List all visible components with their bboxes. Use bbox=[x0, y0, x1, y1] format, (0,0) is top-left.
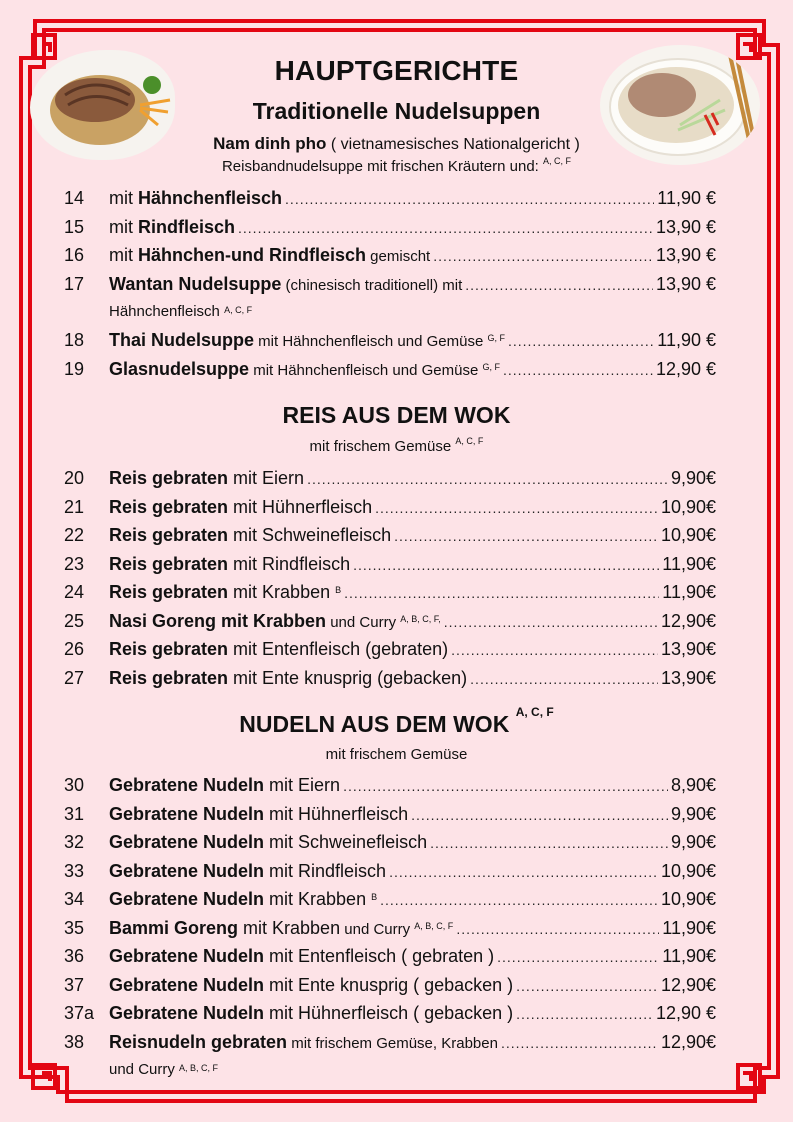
item-detail: mit Schweinefleisch bbox=[228, 525, 392, 545]
menu-item bbox=[64, 914, 716, 943]
dot-leader bbox=[503, 356, 653, 384]
item-name: Gebratene Nudeln bbox=[109, 946, 265, 966]
item-number: 37a bbox=[64, 1003, 95, 1023]
menu-item bbox=[64, 521, 716, 550]
allergen-codes: A, C, F bbox=[224, 305, 253, 315]
item-description bbox=[109, 635, 448, 665]
allergen-codes: A, B, C, F bbox=[179, 1063, 219, 1073]
item-detail: mit Hähnchenfleisch und Gemüse bbox=[249, 361, 483, 379]
item-detail: mit Hühnerfleisch ( gebacken ) bbox=[264, 1003, 514, 1023]
dot-leader bbox=[307, 465, 668, 493]
item-price: 11,90€ bbox=[662, 946, 716, 966]
menu-item bbox=[64, 607, 716, 636]
item-detail: mit Ente knusprig (gebacken) bbox=[228, 667, 468, 688]
item-description bbox=[109, 942, 494, 972]
dot-leader bbox=[433, 242, 653, 270]
item-detail: (chinesisch traditionell) mit bbox=[281, 276, 463, 294]
item-name: Gebratene Nudeln bbox=[109, 832, 265, 852]
item-name: Reis gebraten bbox=[109, 667, 229, 688]
item-detail: mit Schweinefleisch bbox=[264, 832, 428, 852]
item-price: 10,90€ bbox=[660, 889, 716, 909]
menu-item bbox=[64, 664, 716, 693]
item-detail-small: mit frischem Gemüse, Krabben bbox=[287, 1034, 498, 1052]
item-description bbox=[109, 607, 441, 637]
item-detail: mit Hähnchenfleisch und Gemüse bbox=[254, 333, 488, 350]
item-number: 37 bbox=[64, 974, 85, 995]
item-continuation-text: Hähnchenfleisch bbox=[109, 303, 225, 320]
menu-item bbox=[64, 326, 716, 355]
section-subtitle-rice bbox=[0, 438, 793, 455]
item-description bbox=[109, 578, 341, 608]
item-name: Hähnchen-und Rindfleisch bbox=[138, 245, 367, 265]
item-number: 35 bbox=[64, 917, 85, 938]
item-price: 12,90€ bbox=[660, 1031, 716, 1052]
item-price: 13,90 € bbox=[655, 216, 716, 237]
item-number: 36 bbox=[64, 946, 85, 966]
item-continuation bbox=[64, 1056, 716, 1084]
item-number: 23 bbox=[64, 553, 85, 574]
item-detail: mit Eiern bbox=[264, 775, 341, 795]
item-detail: mit Entenfleisch ( gebraten ) bbox=[264, 946, 495, 966]
item-name: Reis gebraten bbox=[109, 582, 229, 602]
item-prefix: mit bbox=[109, 188, 138, 208]
item-price: 12,90€ bbox=[660, 974, 716, 995]
item-description bbox=[109, 241, 430, 271]
item-description bbox=[109, 355, 500, 385]
dot-leader bbox=[456, 915, 659, 943]
item-description bbox=[109, 771, 340, 801]
item-price: 9,90€ bbox=[670, 468, 716, 488]
dot-leader bbox=[444, 608, 658, 636]
item-number: 17 bbox=[64, 273, 85, 294]
menu-item bbox=[64, 857, 716, 886]
item-detail: mit Hühnerfleisch bbox=[228, 496, 373, 517]
item-name: Reis gebraten bbox=[109, 553, 229, 574]
featured-dish-line bbox=[0, 134, 793, 154]
item-number: 31 bbox=[64, 803, 85, 824]
menu-item bbox=[64, 1028, 716, 1057]
allergen-codes: A, B, C, F bbox=[414, 920, 454, 931]
item-detail: mit Hühnerfleisch bbox=[264, 803, 409, 824]
item-name: Rindfleisch bbox=[138, 216, 236, 237]
item-detail-small: und Curry bbox=[340, 920, 415, 938]
item-name: Nasi Goreng mit Krabben bbox=[109, 610, 327, 631]
section-title-text: NUDELN AUS DEM WOK bbox=[239, 711, 516, 737]
item-number: 34 bbox=[64, 889, 85, 909]
dot-leader bbox=[501, 1029, 658, 1057]
item-price: 9,90€ bbox=[670, 832, 716, 852]
item-description bbox=[109, 464, 304, 494]
dot-leader bbox=[411, 801, 668, 829]
item-description bbox=[109, 857, 386, 887]
item-price: 8,90€ bbox=[670, 775, 716, 795]
dot-leader bbox=[343, 772, 668, 800]
item-detail: mit Krabben bbox=[264, 889, 372, 909]
item-price: 9,90€ bbox=[670, 803, 716, 824]
item-number: 26 bbox=[64, 639, 85, 659]
menu-item bbox=[64, 828, 716, 857]
item-description bbox=[109, 550, 350, 580]
menu-item bbox=[64, 493, 716, 522]
item-number: 19 bbox=[64, 358, 85, 379]
item-name: Hähnchenfleisch bbox=[138, 188, 283, 208]
allergen-codes: G, F bbox=[487, 333, 505, 343]
item-name: Wantan Nudelsuppe bbox=[109, 273, 282, 294]
item-price: 11,90 € bbox=[657, 330, 716, 350]
item-number: 27 bbox=[64, 667, 85, 688]
menu-item bbox=[64, 771, 716, 800]
item-name: Gebratene Nudeln bbox=[109, 860, 265, 881]
dot-leader bbox=[285, 185, 654, 213]
menu-item bbox=[64, 942, 716, 971]
item-price: 11,90€ bbox=[662, 582, 716, 602]
item-name: Reisnudeln gebraten bbox=[109, 1031, 288, 1052]
item-description bbox=[109, 493, 372, 523]
item-description bbox=[109, 828, 427, 858]
menu-item bbox=[64, 578, 716, 607]
section-title-noodles bbox=[0, 705, 793, 738]
menu-item bbox=[64, 355, 716, 384]
item-detail: mit Rindfleisch bbox=[264, 860, 387, 881]
item-number: 16 bbox=[64, 245, 85, 265]
menu-item bbox=[64, 635, 716, 664]
dot-leader bbox=[375, 494, 658, 522]
item-description bbox=[109, 1028, 498, 1058]
featured-dish-note: ( vietnamesisches Nationalgericht ) bbox=[326, 136, 580, 153]
dot-leader bbox=[516, 972, 658, 1000]
dot-leader bbox=[430, 829, 668, 857]
dot-leader bbox=[465, 271, 653, 299]
menu-item bbox=[64, 885, 716, 914]
item-description bbox=[109, 664, 467, 694]
dot-leader bbox=[353, 551, 659, 579]
item-number: 21 bbox=[64, 496, 85, 517]
item-continuation-text: und Curry bbox=[109, 1061, 180, 1078]
item-number: 15 bbox=[64, 216, 85, 237]
item-price: 13,90 € bbox=[655, 273, 716, 294]
menu-item bbox=[64, 464, 716, 493]
item-description bbox=[109, 521, 391, 551]
item-name: Reis gebraten bbox=[109, 496, 229, 517]
item-prefix: mit bbox=[109, 245, 138, 265]
section-title-rice: REIS AUS DEM WOK bbox=[282, 402, 511, 428]
noodle-list bbox=[64, 771, 716, 1084]
item-price: 10,90€ bbox=[660, 496, 716, 517]
item-name: Gebratene Nudeln bbox=[109, 775, 265, 795]
item-number: 38 bbox=[64, 1031, 85, 1052]
item-detail: mit Entenfleisch (gebraten) bbox=[228, 639, 449, 659]
section-title-noodle-soups: Traditionelle Nudelsuppen bbox=[252, 98, 541, 124]
item-number: 22 bbox=[64, 525, 85, 545]
rice-list bbox=[64, 464, 716, 692]
featured-dish-name: Nam dinh pho bbox=[213, 134, 327, 153]
dot-leader bbox=[394, 522, 658, 550]
item-price: 11,90€ bbox=[662, 917, 716, 938]
item-price: 11,90€ bbox=[662, 553, 716, 574]
item-detail: mit Ente knusprig ( gebacken ) bbox=[264, 974, 514, 995]
item-description bbox=[109, 914, 453, 944]
item-description bbox=[109, 971, 513, 1001]
item-price: 12,90 € bbox=[655, 1003, 716, 1023]
item-detail: mit Rindfleisch bbox=[228, 553, 351, 574]
item-price: 10,90€ bbox=[660, 525, 716, 545]
item-number: 32 bbox=[64, 832, 85, 852]
allergen-codes: B bbox=[371, 892, 378, 902]
menu-item bbox=[64, 971, 716, 1000]
allergen-codes: A, C, F bbox=[455, 436, 484, 446]
dot-leader bbox=[238, 214, 653, 242]
item-description bbox=[109, 213, 235, 241]
item-name: Reis gebraten bbox=[109, 525, 229, 545]
item-detail-small: und Curry bbox=[326, 613, 401, 631]
featured-dish-desc-text: Reisbandnudelsuppe mit frischen Kräutern und: bbox=[221, 158, 543, 175]
item-price: 13,90 € bbox=[655, 245, 716, 265]
item-detail: mit Krabben bbox=[238, 917, 341, 938]
allergen-codes: A, B, C, F, bbox=[400, 613, 441, 624]
menu-item bbox=[64, 270, 716, 299]
item-number: 33 bbox=[64, 860, 85, 881]
item-price: 13,90€ bbox=[660, 639, 716, 659]
item-name: Gebratene Nudeln bbox=[109, 803, 265, 824]
item-name: Gebratene Nudeln bbox=[109, 974, 265, 995]
page-title: HAUPTGERICHTE bbox=[274, 55, 519, 86]
menu-item bbox=[64, 999, 716, 1028]
item-description bbox=[109, 270, 462, 300]
item-price: 13,90€ bbox=[660, 667, 716, 688]
item-name: Reis gebraten bbox=[109, 468, 229, 488]
item-continuation bbox=[64, 298, 716, 326]
menu-item bbox=[64, 241, 716, 270]
item-detail: mit Krabben bbox=[228, 582, 336, 602]
item-number: 14 bbox=[64, 188, 85, 208]
soup-list bbox=[64, 184, 716, 383]
item-description bbox=[109, 999, 513, 1029]
item-detail: mit Eiern bbox=[228, 468, 305, 488]
item-prefix: mit bbox=[109, 216, 138, 237]
dot-leader bbox=[470, 665, 658, 693]
menu-item bbox=[64, 213, 716, 242]
allergen-codes: G, F bbox=[482, 361, 500, 372]
dot-leader bbox=[508, 327, 654, 355]
item-description bbox=[109, 885, 377, 915]
item-number: 20 bbox=[64, 468, 85, 488]
allergen-codes: A, C, F bbox=[515, 705, 554, 719]
item-price: 12,90 € bbox=[655, 358, 716, 379]
menu-item bbox=[64, 800, 716, 829]
item-name: Gebratene Nudeln bbox=[109, 889, 265, 909]
item-description bbox=[109, 800, 408, 830]
allergen-codes: B bbox=[335, 585, 342, 595]
section-subtitle-noodles: mit frischem Gemüse bbox=[325, 746, 468, 763]
item-description bbox=[109, 326, 505, 356]
dot-leader bbox=[451, 636, 658, 664]
dot-leader bbox=[497, 943, 659, 971]
dot-leader bbox=[380, 886, 658, 914]
section-subtitle-text: mit frischem Gemüse bbox=[309, 438, 456, 455]
item-number: 30 bbox=[64, 775, 85, 795]
item-name: Bammi Goreng bbox=[109, 917, 239, 938]
item-name: Gebratene Nudeln bbox=[109, 1003, 265, 1023]
item-name: Reis gebraten bbox=[109, 639, 229, 659]
item-number: 24 bbox=[64, 582, 85, 602]
featured-dish-description bbox=[0, 158, 793, 175]
dot-leader bbox=[344, 579, 659, 607]
menu-item bbox=[64, 184, 716, 213]
menu-item bbox=[64, 550, 716, 579]
item-number: 25 bbox=[64, 610, 85, 631]
allergen-codes: A, C, F bbox=[543, 156, 572, 166]
item-number: 18 bbox=[64, 330, 85, 350]
item-description bbox=[109, 184, 282, 212]
item-price: 10,90€ bbox=[660, 860, 716, 881]
item-name: Glasnudelsuppe bbox=[109, 358, 250, 379]
dot-leader bbox=[516, 1000, 653, 1028]
item-price: 12,90€ bbox=[660, 610, 716, 631]
item-price: 11,90 € bbox=[657, 188, 716, 208]
item-detail: gemischt bbox=[366, 248, 431, 265]
dot-leader bbox=[389, 858, 658, 886]
item-name: Thai Nudelsuppe bbox=[109, 330, 255, 350]
